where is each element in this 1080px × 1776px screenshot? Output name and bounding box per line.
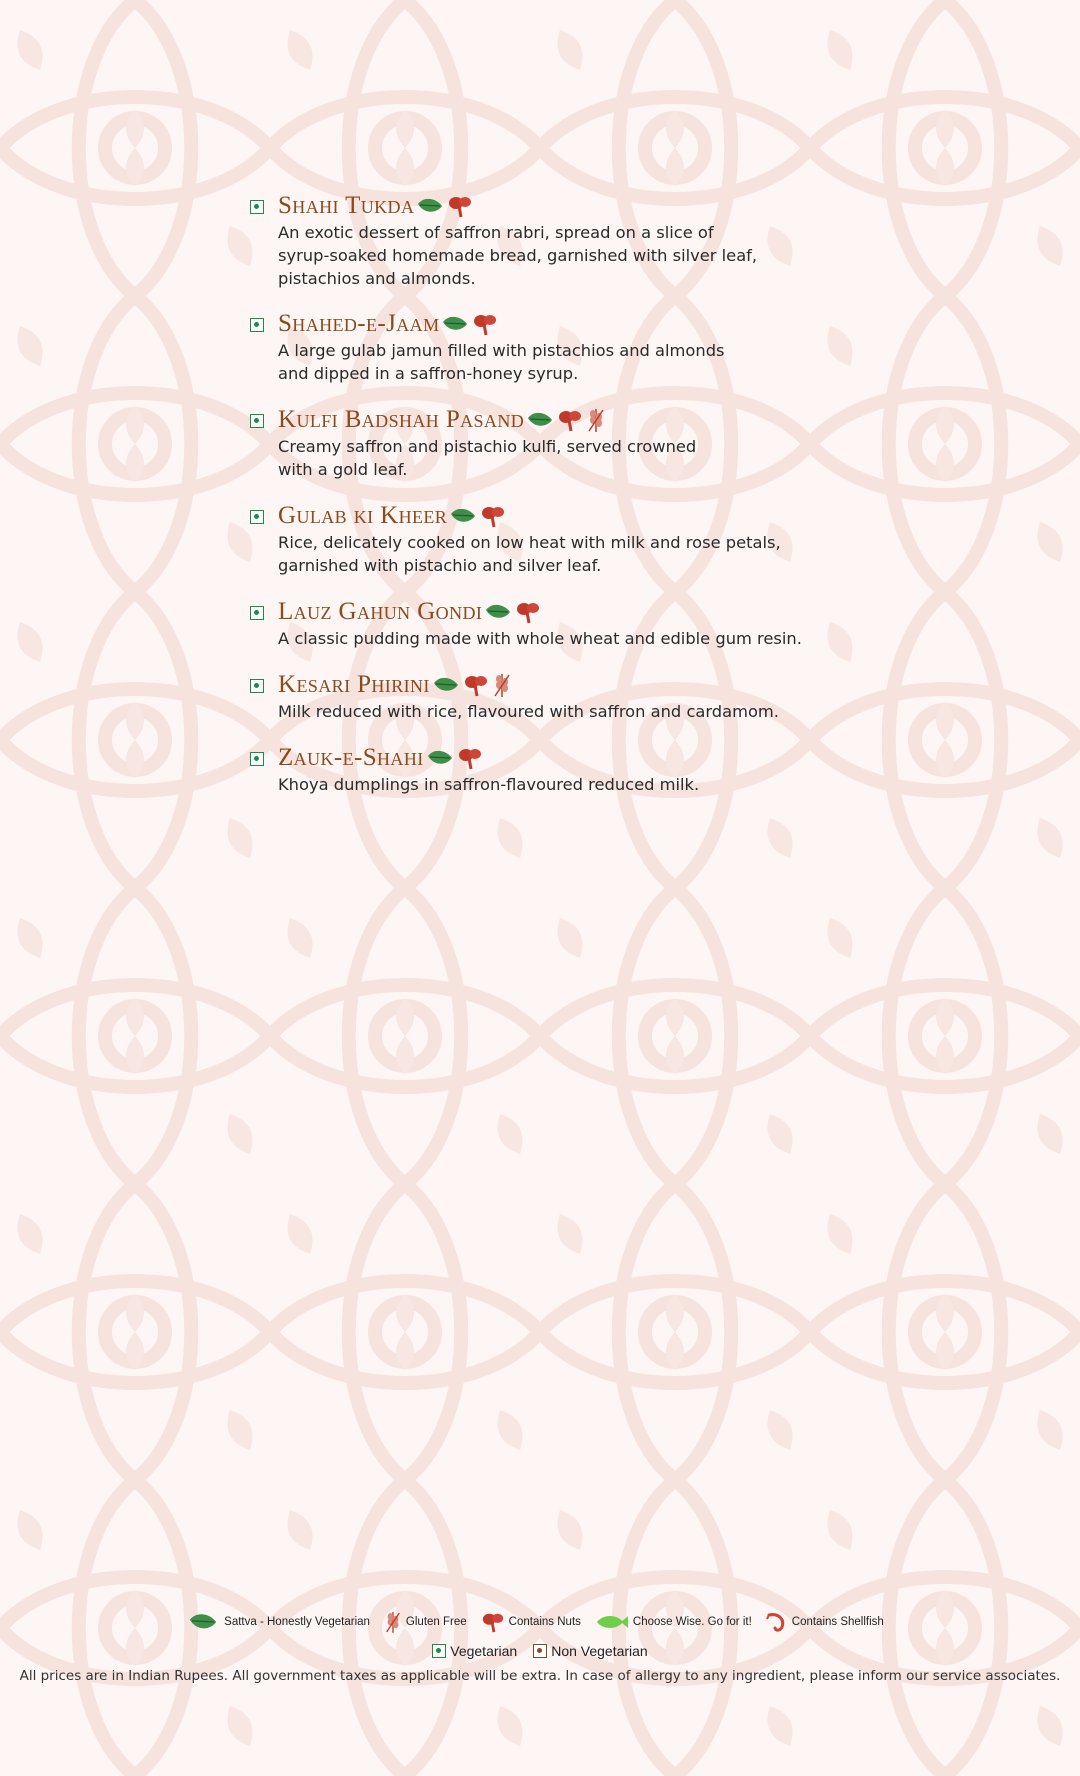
item-description-line: An exotic dessert of saffron rabri, spread on a slice of [278, 223, 714, 242]
vegetarian-icon [250, 318, 264, 332]
nut-icon [481, 1610, 505, 1634]
legend-choose-wise-label: Choose Wise. Go for it! [632, 1616, 752, 1628]
shellfish-icon [766, 1611, 788, 1633]
nut-icon [463, 673, 489, 697]
vegetarian-icon [250, 200, 264, 214]
item-description-line: pistachios and almonds. [278, 269, 476, 288]
item-description-line: Milk reduced with rice, flavoured with saffron and cardamom. [278, 702, 779, 721]
sattva-leaf-icon [441, 314, 469, 334]
sattva-leaf-icon [526, 410, 554, 430]
gluten-free-icon [384, 1609, 402, 1635]
legend-gluten-free-label: Gluten Free [405, 1616, 467, 1628]
item-title: Lauz Gahun Gondi [278, 598, 483, 625]
sattva-leaf-icon [484, 602, 512, 622]
price-disclaimer: All prices are in Indian Rupees. All government taxes as applicable will be extra. In case of allergy to any ingredient, please inform our service associates. [19, 1668, 1061, 1684]
menu-item [248, 671, 868, 744]
item-description-line: A classic pudding made with whole wheat and edible gum resin. [278, 629, 802, 648]
item-description-line: Khoya dumplings in saffron-flavoured reduced milk. [278, 775, 700, 794]
menu-item [248, 310, 868, 406]
item-title: Shahed-e-Jaam [278, 310, 440, 337]
menu-item [248, 598, 868, 671]
nut-icon [457, 746, 483, 770]
sattva-leaf-icon [186, 1611, 220, 1633]
menu-item [248, 192, 868, 310]
item-description-line: Creamy saffron and pistachio kulfi, served crowned [278, 437, 697, 456]
menu-item [248, 502, 868, 598]
sattva-leaf-icon [449, 506, 477, 526]
vegetarian-icon [250, 679, 264, 693]
gluten-free-icon [492, 672, 512, 698]
nut-icon [480, 504, 506, 528]
nut-icon [557, 408, 583, 432]
item-title: Zauk-e-Shahi [278, 744, 424, 771]
legend-non-vegetarian-label: Non Vegetarian [551, 1643, 648, 1659]
gluten-free-icon [586, 407, 606, 433]
dietary-legend [0, 1609, 1080, 1635]
vegetarian-icon [250, 510, 264, 524]
item-description-line: garnished with pistachio and silver leaf. [278, 556, 602, 575]
sattva-leaf-icon [416, 196, 444, 216]
menu-item [248, 744, 868, 817]
vegetarian-icon [250, 606, 264, 620]
nut-icon [515, 600, 541, 624]
item-title: Shahi Tukda [278, 192, 415, 219]
nut-icon [472, 312, 498, 336]
item-description-line: with a gold leaf. [278, 460, 408, 479]
sattva-leaf-icon [432, 675, 460, 695]
item-description-line: A large gulab jamun filled with pistachios and almonds [278, 341, 725, 360]
menu-item [248, 406, 868, 502]
item-description-line: syrup-soaked homemade bread, garnished with silver leaf, [278, 246, 758, 265]
dessert-menu [248, 192, 868, 817]
item-title: Kesari Phirini [278, 671, 430, 698]
non-vegetarian-icon [533, 1644, 547, 1658]
nut-icon [447, 194, 473, 218]
vegetarian-icon [250, 752, 264, 766]
legend-vegetarian-label: Vegetarian [450, 1643, 518, 1659]
legend-sattva-label: Sattva - Honestly Vegetarian [224, 1616, 370, 1628]
sattva-leaf-icon [426, 748, 454, 768]
item-title: Gulab ki Kheer [278, 502, 448, 529]
vegetarian-icon [432, 1644, 446, 1658]
item-title: Kulfi Badshah Pasand [278, 406, 525, 433]
legend-nuts-label: Contains Nuts [508, 1616, 581, 1628]
item-description-line: Rice, delicately cooked on low heat with milk and rose petals, [278, 533, 781, 552]
legend-shellfish-label: Contains Shellfish [791, 1616, 884, 1628]
fish-icon [595, 1613, 629, 1631]
vegetarian-icon [250, 414, 264, 428]
item-description-line: and dipped in a saffron-honey syrup. [278, 364, 579, 383]
veg-legend [0, 1643, 1080, 1659]
